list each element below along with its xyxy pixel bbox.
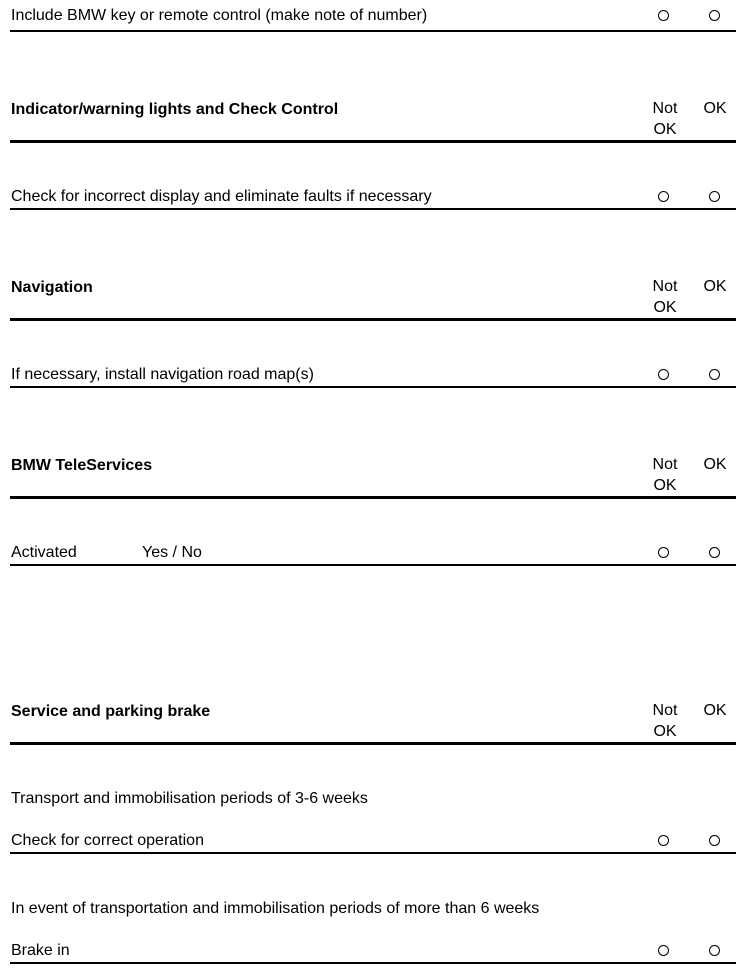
divider <box>10 852 736 854</box>
ok-radio-circle-icon[interactable] <box>709 945 720 956</box>
item-include-bmw-key: Include BMW key or remote control (make note of number) <box>11 7 428 24</box>
not-ok-radio-circle-icon[interactable] <box>658 547 669 558</box>
column-header-ok: OK <box>703 702 727 719</box>
divider <box>10 564 736 566</box>
subheading-transport-6-plus-weeks: In event of transportation and immobilisation periods of more than 6 weeks <box>11 900 540 917</box>
divider <box>10 30 736 32</box>
ok-radio-circle-icon[interactable] <box>709 10 720 21</box>
column-header-ok: OK <box>703 456 727 473</box>
yes-no-option[interactable]: Yes / No <box>142 544 202 561</box>
not-ok-radio-circle-icon[interactable] <box>658 835 669 846</box>
not-ok-radio-circle-icon[interactable] <box>658 191 669 202</box>
section-divider <box>10 140 736 143</box>
ok-radio-circle-icon[interactable] <box>709 369 720 380</box>
divider <box>10 962 736 964</box>
column-header-ok: OK <box>703 278 727 295</box>
not-ok-radio-circle-icon[interactable] <box>658 369 669 380</box>
ok-radio-circle-icon[interactable] <box>709 835 720 846</box>
section-title-indicator: Indicator/warning lights and Check Control <box>11 101 339 118</box>
not-ok-radio-circle-icon[interactable] <box>658 945 669 956</box>
section-divider <box>10 318 736 321</box>
item-check-correct-operation: Check for correct operation <box>11 832 204 849</box>
column-header-ok: OK <box>703 100 727 117</box>
item-install-road-maps: If necessary, install navigation road map(s) <box>11 366 314 383</box>
divider <box>10 386 736 388</box>
ok-radio-circle-icon[interactable] <box>709 191 720 202</box>
subheading-transport-3-6-weeks: Transport and immobilisation periods of 3-6 weeks <box>11 790 368 807</box>
column-header-not-ok: Not OK <box>652 100 678 138</box>
section-title-teleservices: BMW TeleServices <box>11 457 153 474</box>
section-divider <box>10 496 736 499</box>
column-header-not-ok: Not OK <box>652 702 678 740</box>
ok-radio-circle-icon[interactable] <box>709 547 720 558</box>
not-ok-radio-circle-icon[interactable] <box>658 10 669 21</box>
divider <box>10 208 736 210</box>
item-check-display: Check for incorrect display and eliminate faults if necessary <box>11 188 432 205</box>
section-divider <box>10 742 736 745</box>
item-activated: Activated <box>11 544 77 561</box>
column-header-not-ok: Not OK <box>652 456 678 494</box>
column-header-not-ok: Not OK <box>652 278 678 316</box>
section-title-brake: Service and parking brake <box>11 703 211 720</box>
section-title-navigation: Navigation <box>11 279 93 296</box>
item-brake-in: Brake in <box>11 942 70 959</box>
